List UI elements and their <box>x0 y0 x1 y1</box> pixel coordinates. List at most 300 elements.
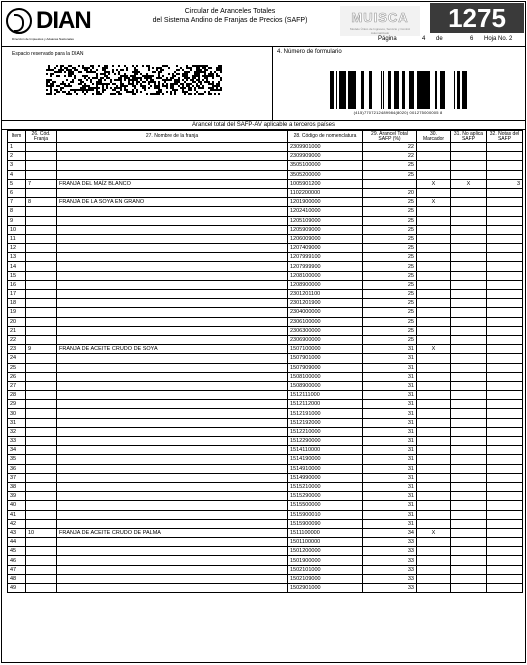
cell-item: 41 <box>8 510 26 519</box>
cell-arancel: 31 <box>363 501 417 510</box>
cell-arancel: 25 <box>363 299 417 308</box>
cell-no-aplica <box>451 574 487 583</box>
cell-arancel: 33 <box>363 565 417 574</box>
table-row <box>8 492 523 501</box>
cell-notas <box>487 161 523 170</box>
cell-arancel: 31 <box>363 354 417 363</box>
cell-arancel: 31 <box>363 372 417 381</box>
cell-cod-franja: 10 <box>26 528 57 537</box>
cell-cod-franja <box>26 280 57 289</box>
cell-item: 10 <box>8 225 26 234</box>
section-title: Arancel total del SAFP-AV aplicable a terceros países <box>2 120 525 130</box>
cell-item: 19 <box>8 308 26 317</box>
cell-item: 6 <box>8 188 26 197</box>
cell-item: 32 <box>8 427 26 436</box>
cell-nomenclature: 1201900000 <box>288 198 363 207</box>
cell-franja-name <box>57 473 288 482</box>
cell-marcador <box>417 409 451 418</box>
cell-marcador <box>417 391 451 400</box>
col-marcador-header: 30. Marcador <box>417 131 451 143</box>
cell-arancel: 25 <box>363 326 417 335</box>
cell-franja-name <box>57 216 288 225</box>
table-row <box>8 271 523 280</box>
table-row <box>8 556 523 565</box>
cell-arancel: 25 <box>363 280 417 289</box>
cell-arancel: 31 <box>363 427 417 436</box>
cell-nomenclature: 2306300000 <box>288 326 363 335</box>
cell-item: 30 <box>8 409 26 418</box>
cell-marcador <box>417 326 451 335</box>
cell-notas <box>487 372 523 381</box>
form-page <box>1 1 526 663</box>
cell-marcador <box>417 510 451 519</box>
cell-marcador <box>417 437 451 446</box>
table-row <box>8 326 523 335</box>
cell-notas <box>487 565 523 574</box>
cell-marcador <box>417 547 451 556</box>
cell-marcador <box>417 354 451 363</box>
cell-nomenclature: 1515210000 <box>288 482 363 491</box>
cell-franja-name <box>57 400 288 409</box>
cell-item: 5 <box>8 179 26 188</box>
cell-item: 42 <box>8 519 26 528</box>
cell-notas <box>487 519 523 528</box>
cell-no-aplica <box>451 170 487 179</box>
cell-cod-franja: 9 <box>26 345 57 354</box>
cell-arancel: 33 <box>363 574 417 583</box>
form-number-field-label: 4. Número de formulario <box>277 49 342 55</box>
muisca-logo-text: MUISCA <box>351 10 409 25</box>
cell-arancel: 31 <box>363 464 417 473</box>
cell-nomenclature: 1208100000 <box>288 271 363 280</box>
cell-franja-name <box>57 427 288 436</box>
cell-marcador <box>417 317 451 326</box>
cell-notas <box>487 225 523 234</box>
cell-nomenclature: 2306100000 <box>288 317 363 326</box>
cell-marcador <box>417 446 451 455</box>
cell-notas <box>487 391 523 400</box>
cell-arancel: 31 <box>363 391 417 400</box>
cell-item: 18 <box>8 299 26 308</box>
cell-no-aplica <box>451 565 487 574</box>
table-row <box>8 473 523 482</box>
cell-cod-franja <box>26 299 57 308</box>
cell-marcador: X <box>417 198 451 207</box>
dian-logo-text: DIAN <box>36 7 91 34</box>
cell-cod-franja <box>26 381 57 390</box>
cell-franja-name <box>57 244 288 253</box>
cell-nomenclature: 1515500000 <box>288 501 363 510</box>
cell-nomenclature: 1515900010 <box>288 510 363 519</box>
cell-franja-name: FRANJA DE ACEITE CRUDO DE SOYA <box>57 345 288 354</box>
cell-marcador <box>417 152 451 161</box>
table-row <box>8 170 523 179</box>
cell-franja-name <box>57 363 288 372</box>
table-row <box>8 381 523 390</box>
table-row <box>8 308 523 317</box>
dian-logo-subtitle: Dirección de Impuestos y Aduanas Nacionales <box>12 37 74 41</box>
cell-notas <box>487 381 523 390</box>
cell-no-aplica <box>451 510 487 519</box>
cell-franja-name <box>57 161 288 170</box>
table-row <box>8 152 523 161</box>
cell-no-aplica <box>451 207 487 216</box>
cell-nomenclature: 1205909000 <box>288 225 363 234</box>
cell-item: 22 <box>8 335 26 344</box>
table-row <box>8 207 523 216</box>
cell-cod-franja <box>26 574 57 583</box>
cell-arancel: 31 <box>363 437 417 446</box>
cell-marcador <box>417 538 451 547</box>
col-nomen-header: 28. Código de nomenclatura <box>288 131 363 143</box>
cell-franja-name <box>57 501 288 510</box>
cell-marcador <box>417 574 451 583</box>
cell-nomenclature: 2301201900 <box>288 299 363 308</box>
cell-notas <box>487 574 523 583</box>
cell-cod-franja <box>26 372 57 381</box>
cell-item: 48 <box>8 574 26 583</box>
cell-franja-name <box>57 143 288 152</box>
cell-notas <box>487 317 523 326</box>
table-row <box>8 510 523 519</box>
table-row <box>8 280 523 289</box>
cell-franja-name <box>57 409 288 418</box>
cell-arancel: 20 <box>363 188 417 197</box>
cell-nomenclature: 1512290000 <box>288 437 363 446</box>
cell-notas <box>487 354 523 363</box>
table-row <box>8 179 523 188</box>
cell-franja-name <box>57 271 288 280</box>
cell-notas <box>487 198 523 207</box>
table-row <box>8 482 523 491</box>
cell-marcador <box>417 519 451 528</box>
cell-arancel: 25 <box>363 198 417 207</box>
cell-franja-name <box>57 574 288 583</box>
cell-marcador <box>417 473 451 482</box>
cell-nomenclature: 1512192000 <box>288 418 363 427</box>
cell-franja-name <box>57 335 288 344</box>
cell-notas <box>487 418 523 427</box>
barcode-row <box>2 46 525 121</box>
table-row <box>8 400 523 409</box>
cell-nomenclature: 1502901000 <box>288 584 363 593</box>
cell-item: 40 <box>8 501 26 510</box>
cell-item: 8 <box>8 207 26 216</box>
cell-franja-name <box>57 418 288 427</box>
cell-nomenclature: 1207409000 <box>288 244 363 253</box>
cell-item: 1 <box>8 143 26 152</box>
cell-cod-franja <box>26 455 57 464</box>
cell-marcador <box>417 335 451 344</box>
cell-arancel: 25 <box>363 308 417 317</box>
cell-notas <box>487 501 523 510</box>
cell-cod-franja <box>26 326 57 335</box>
cell-arancel: 31 <box>363 492 417 501</box>
cell-nomenclature: 1512111000 <box>288 391 363 400</box>
cell-arancel: 33 <box>363 584 417 593</box>
table-row <box>8 244 523 253</box>
cell-item: 7 <box>8 198 26 207</box>
cell-no-aplica <box>451 464 487 473</box>
cell-cod-franja <box>26 418 57 427</box>
cell-arancel: 33 <box>363 538 417 547</box>
cell-cod-franja <box>26 510 57 519</box>
cell-marcador <box>417 501 451 510</box>
table-row <box>8 354 523 363</box>
table-row <box>8 409 523 418</box>
cell-no-aplica <box>451 528 487 537</box>
cell-no-aplica <box>451 556 487 565</box>
table-row <box>8 501 523 510</box>
cell-no-aplica <box>451 234 487 243</box>
table-header-row <box>8 131 523 143</box>
cell-nomenclature: 1501100000 <box>288 538 363 547</box>
cell-franja-name <box>57 455 288 464</box>
cell-nomenclature: 3505200000 <box>288 170 363 179</box>
cell-item: 11 <box>8 234 26 243</box>
cell-notas <box>487 345 523 354</box>
cell-arancel: 33 <box>363 556 417 565</box>
cell-no-aplica <box>451 584 487 593</box>
cell-no-aplica <box>451 152 487 161</box>
cell-notas <box>487 556 523 565</box>
table-row <box>8 234 523 243</box>
table-row <box>8 290 523 299</box>
cell-notas <box>487 308 523 317</box>
cell-arancel: 31 <box>363 381 417 390</box>
cell-item: 34 <box>8 446 26 455</box>
cell-arancel <box>363 179 417 188</box>
cell-item: 31 <box>8 418 26 427</box>
cell-notas <box>487 538 523 547</box>
cell-marcador: X <box>417 179 451 188</box>
cell-cod-franja: 8 <box>26 198 57 207</box>
cell-marcador <box>417 280 451 289</box>
cell-nomenclature: 2306900000 <box>288 335 363 344</box>
cell-arancel: 31 <box>363 482 417 491</box>
cell-nomenclature: 2309909000 <box>288 152 363 161</box>
cell-item: 49 <box>8 584 26 593</box>
col-item-header: Item <box>8 131 26 143</box>
cell-nomenclature: 1205109000 <box>288 216 363 225</box>
cell-notas <box>487 152 523 161</box>
cell-marcador <box>417 262 451 271</box>
cell-franja-name <box>57 391 288 400</box>
cell-no-aplica <box>451 143 487 152</box>
cell-cod-franja: 7 <box>26 179 57 188</box>
cell-notas <box>487 271 523 280</box>
vertical-divider <box>272 47 273 121</box>
cell-marcador <box>417 234 451 243</box>
cell-arancel: 31 <box>363 400 417 409</box>
cell-notas: 3 <box>487 179 523 188</box>
cell-franja-name <box>57 225 288 234</box>
cell-arancel: 25 <box>363 317 417 326</box>
cell-franja-name <box>57 207 288 216</box>
cell-arancel: 25 <box>363 207 417 216</box>
cell-franja-name <box>57 152 288 161</box>
cell-no-aplica <box>451 455 487 464</box>
cell-nomenclature: 1501200000 <box>288 547 363 556</box>
cell-cod-franja <box>26 253 57 262</box>
cell-marcador <box>417 170 451 179</box>
cell-no-aplica <box>451 253 487 262</box>
reserved-space-label: Espacio reservado para la DIAN <box>12 51 84 57</box>
cell-notas <box>487 547 523 556</box>
cell-item: 29 <box>8 400 26 409</box>
col-no-aplica-header: 31. No aplica SAFP <box>451 131 487 143</box>
cell-cod-franja <box>26 492 57 501</box>
cell-cod-franja <box>26 409 57 418</box>
cell-notas <box>487 482 523 491</box>
cell-item: 27 <box>8 381 26 390</box>
cell-marcador <box>417 492 451 501</box>
of-value: 6 <box>470 36 474 42</box>
table-row <box>8 391 523 400</box>
cell-nomenclature: 1207999900 <box>288 262 363 271</box>
cell-no-aplica <box>451 317 487 326</box>
cell-arancel: 25 <box>363 244 417 253</box>
col-name-header: 27. Nombre de la franja <box>57 131 288 143</box>
cell-franja-name <box>57 584 288 593</box>
cell-cod-franja <box>26 565 57 574</box>
cell-no-aplica <box>451 437 487 446</box>
table-row <box>8 198 523 207</box>
cell-item: 25 <box>8 363 26 372</box>
cell-notas <box>487 244 523 253</box>
cell-cod-franja <box>26 161 57 170</box>
cell-notas <box>487 409 523 418</box>
cell-no-aplica <box>451 547 487 556</box>
cell-franja-name <box>57 565 288 574</box>
cell-cod-franja <box>26 482 57 491</box>
cell-marcador <box>417 299 451 308</box>
cell-notas <box>487 299 523 308</box>
cell-cod-franja <box>26 262 57 271</box>
cell-nomenclature: 1207999100 <box>288 253 363 262</box>
cell-nomenclature: 1102200000 <box>288 188 363 197</box>
cell-marcador <box>417 584 451 593</box>
cell-franja-name <box>57 547 288 556</box>
cell-cod-franja <box>26 584 57 593</box>
cell-item: 33 <box>8 437 26 446</box>
cell-item: 3 <box>8 161 26 170</box>
cell-no-aplica <box>451 326 487 335</box>
table-row <box>8 216 523 225</box>
cell-franja-name <box>57 170 288 179</box>
cell-cod-franja <box>26 234 57 243</box>
cell-arancel: 25 <box>363 161 417 170</box>
cell-cod-franja <box>26 400 57 409</box>
cell-item: 4 <box>8 170 26 179</box>
cell-franja-name <box>57 290 288 299</box>
cell-franja-name <box>57 381 288 390</box>
cell-cod-franja <box>26 244 57 253</box>
cell-marcador <box>417 381 451 390</box>
table-row <box>8 427 523 436</box>
cell-cod-franja <box>26 437 57 446</box>
cell-item: 43 <box>8 528 26 537</box>
cell-cod-franja <box>26 473 57 482</box>
table-row <box>8 225 523 234</box>
cell-cod-franja <box>26 308 57 317</box>
cell-no-aplica <box>451 299 487 308</box>
cell-marcador <box>417 455 451 464</box>
table-row <box>8 262 523 271</box>
cell-cod-franja <box>26 335 57 344</box>
cell-franja-name: FRANJA DE ACEITE CRUDO DE PALMA <box>57 528 288 537</box>
dian-logo <box>6 5 102 41</box>
table-row <box>8 437 523 446</box>
cell-item: 9 <box>8 216 26 225</box>
col-notas-header: 32. Notas del SAFP <box>487 131 523 143</box>
table-row <box>8 188 523 197</box>
table-row <box>8 418 523 427</box>
cell-franja-name <box>57 482 288 491</box>
form-header <box>2 2 525 46</box>
cell-notas <box>487 335 523 344</box>
cell-nomenclature: 1208900000 <box>288 280 363 289</box>
cell-nomenclature: 1502109000 <box>288 574 363 583</box>
table-row <box>8 317 523 326</box>
cell-arancel: 31 <box>363 418 417 427</box>
cell-nomenclature: 1508100000 <box>288 372 363 381</box>
cell-franja-name <box>57 326 288 335</box>
cell-item: 14 <box>8 262 26 271</box>
cell-no-aplica <box>451 400 487 409</box>
cell-nomenclature: 1512112000 <box>288 400 363 409</box>
cell-item: 20 <box>8 317 26 326</box>
cell-no-aplica <box>451 501 487 510</box>
cell-notas <box>487 207 523 216</box>
cell-no-aplica <box>451 381 487 390</box>
cell-notas <box>487 326 523 335</box>
cell-notas <box>487 234 523 243</box>
cell-cod-franja <box>26 354 57 363</box>
table-row <box>8 143 523 152</box>
cell-notas <box>487 363 523 372</box>
cell-franja-name <box>57 317 288 326</box>
cell-marcador <box>417 253 451 262</box>
sheet-label: Hoja No. 2 <box>484 36 513 42</box>
cell-franja-name <box>57 262 288 271</box>
table-row <box>8 519 523 528</box>
cell-no-aplica <box>451 473 487 482</box>
cell-item: 36 <box>8 464 26 473</box>
cell-nomenclature: 1515290000 <box>288 492 363 501</box>
cell-item: 47 <box>8 565 26 574</box>
reserved-2d-barcode <box>46 65 222 95</box>
cell-nomenclature: 1206009000 <box>288 234 363 243</box>
cell-cod-franja <box>26 216 57 225</box>
cell-arancel: 25 <box>363 234 417 243</box>
cell-notas <box>487 437 523 446</box>
col-arancel-header: 29. Arancel Total SAFP (%) <box>363 131 417 143</box>
cell-no-aplica <box>451 482 487 491</box>
cell-nomenclature: 2309901000 <box>288 143 363 152</box>
cell-nomenclature: 1514910000 <box>288 464 363 473</box>
cell-nomenclature: 1508900000 <box>288 381 363 390</box>
cell-franja-name <box>57 437 288 446</box>
cell-nomenclature: 1511100000 <box>288 528 363 537</box>
cell-franja-name <box>57 510 288 519</box>
cell-franja-name <box>57 538 288 547</box>
form-number-barcode <box>328 71 468 109</box>
table-row <box>8 363 523 372</box>
cell-cod-franja <box>26 363 57 372</box>
cell-franja-name <box>57 446 288 455</box>
cell-arancel: 31 <box>363 455 417 464</box>
